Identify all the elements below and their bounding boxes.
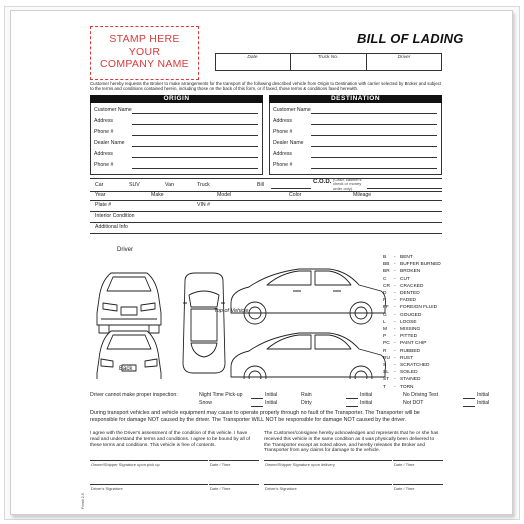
legend-separator: - [394,283,396,289]
legend-separator: - [394,312,396,318]
legend-separator: - [394,334,396,340]
legend-code: RU [383,355,390,361]
legend-separator: - [394,348,396,354]
driver-pickup-signature-label[interactable]: Driver's Signature [91,486,123,491]
owner-delivery-signature-label[interactable]: Owner/Shipper Signature upon delivery [265,462,335,467]
legend-code: CR [383,283,390,289]
legend-separator: - [394,363,396,369]
legend-code: BR [383,269,390,275]
company-stamp-box [90,26,199,80]
legend-item [383,376,463,383]
legend-separator: - [394,255,396,260]
legend-label: SOILED [400,370,418,376]
additional-info-label: Additional Info [95,224,128,230]
legend-item [383,261,463,268]
plate-label: Plate # [95,202,112,208]
destination-field-label: Address [273,151,293,157]
legend-code: G [383,312,387,318]
inspection-condition-label: Not DOT [403,400,424,406]
legend-separator: - [394,384,396,390]
origin-field-input[interactable] [132,157,258,158]
transport-notice: During transport vehicles and vehicle equipment may cause to operate properly through no fault of the Transporter. The Transporter will be responsible for damage NOT caused by the driver. The Transporter WILL NOT be responsible for damage NOT caused by the driver. [90,410,420,423]
legend-item [383,304,463,311]
origin-field-label: Address [94,118,114,124]
initial-field[interactable]: Initial [360,392,373,398]
front-view-car-icon [97,273,161,333]
side-view-car-icon-lower [231,333,386,379]
legend-code: PC [383,341,390,347]
bill-checkbox-label[interactable]: Bill [257,182,264,188]
driver-cell-label: Driver [397,55,411,60]
vin-label: VIN # [197,202,210,208]
legend-label: RUBBED [400,348,420,354]
back-view-label: Back [119,366,133,372]
legend-label: PITTED [400,334,418,340]
destination-field-label: Address [273,118,293,124]
destination-field-label: Phone # [273,162,293,168]
initial-field[interactable]: Initial [265,392,278,398]
legend-item [383,290,463,297]
suv-checkbox-label[interactable]: SUV [129,182,140,188]
origin-field-label: Customer Name [94,107,132,113]
legend-code: C [383,276,387,282]
stamp-line: COMPANY NAME [100,58,189,70]
inspection-condition-label: Night Time Pick-up [199,392,243,398]
inspection-condition-label: Dirty [301,400,312,406]
model-label: Model [217,192,232,198]
legend-item [383,362,463,369]
inspection-condition-label: Rain [301,392,312,398]
legend-label: MISSING [400,327,421,333]
legend-item [383,254,463,261]
owner-agreement: I agree with the Driver's assessment of the condition of this vehicle. I have read and understand the terms and conditions. I agree to be bound by all of these terms and conditions. This vehicle is free of contents. [90,431,251,448]
legend-item [383,276,463,283]
top-view-car-icon [183,273,225,373]
origin-field-input[interactable] [132,146,258,147]
legend-code: ST [383,377,390,383]
legend-code: T [383,384,386,390]
destination-field-label: Dealer Name [273,140,304,146]
side-view-car-icon-upper [231,269,386,324]
date-cell-label: Date [247,55,258,60]
legend-separator: - [394,262,396,268]
inspection-condition-label: No Driving Test [403,392,439,398]
stamp-line: YOUR [128,45,161,58]
destination-field-input[interactable] [311,135,437,136]
legend-label: PAINT CHIP [400,341,427,347]
legend-label: STAINED [400,377,421,383]
destination-field-input[interactable] [311,168,437,169]
initial-field[interactable]: Initial [265,400,278,406]
legend-separator: - [394,319,396,325]
legend-item [383,340,463,347]
bill-of-lading-form [10,10,513,515]
date-time-label[interactable]: Date / Time [210,486,231,491]
legend-separator: - [394,370,396,376]
back-view-car-icon [97,331,161,379]
legend-item [383,355,463,362]
legend-separator: - [394,341,396,347]
legend-label: CRACKED [400,283,424,289]
legend-separator: - [394,269,396,275]
legend-code: P [383,334,387,340]
legend-separator: - [394,327,396,333]
legend-item [383,297,463,304]
date-time-label[interactable]: Date / Time [394,486,415,491]
intro-text: Customer hereby requests the Broker to make arrangements for the transport of the following described vehicle from Origin to Destination with carrier selected by Broker and subject to the terms and conditions contained herein, including those on the back of this form, or if faxed, those terms & conditions faxed herewith. [90,81,442,92]
form-number: Form# 2-5 [81,493,85,509]
legend-separator: - [394,298,396,304]
destination-heading: DESTINATION [269,95,442,103]
origin-field-input[interactable] [132,113,258,114]
origin-heading: ORIGIN [90,95,263,103]
origin-field-input[interactable] [132,124,258,125]
destination-field-label: Phone # [273,129,293,135]
driver-delivery-signature-label[interactable]: Driver's Signature [265,486,297,491]
legend-label: CUT [400,276,410,282]
driver-view-label: Driver [117,247,133,253]
legend-label: BROKEN [400,269,421,275]
legend-item [383,312,463,319]
legend-separator: - [394,291,396,297]
damage-legend [383,254,463,391]
legend-item [383,319,463,326]
car-checkbox-label[interactable]: Car [95,182,104,188]
origin-field-label: Phone # [94,129,114,135]
form-title: BILL OF LADING [357,31,464,46]
initial-field[interactable]: Initial [360,400,373,406]
initial-field[interactable]: Initial [477,392,490,398]
legend-code: FF [383,305,389,311]
consignee-agreement: The Customer/consignee hereby acknowledges and represents that he or she has received this vehicle in the same condition as it was physically been delivered to the Transporter except as noted above, and hereby releases the Broker and Transporter from any claims for damage to the vehicle. [264,431,439,454]
date-time-label[interactable]: Date / Time [394,462,415,467]
destination-field-input[interactable] [311,146,437,147]
make-label: Make [151,192,164,198]
date-time-label[interactable]: Date / Time [210,462,231,467]
inspection-condition-label: Snow [199,400,212,406]
top-of-vehicle-label: Top of Vehicle [214,308,249,314]
legend-label: SCRATCHED [400,363,430,369]
owner-pickup-signature-label[interactable]: Owner/Shipper Signature upon pick up [91,462,160,467]
destination-field-label: Customer Name [273,107,311,113]
legend-code: M [383,327,387,333]
year-label: Year [95,192,106,198]
origin-field-label: Address [94,151,114,157]
legend-label: GOUGED [400,312,422,318]
origin-field-input[interactable] [132,135,258,136]
legend-item [383,369,463,376]
legend-separator: - [394,276,396,282]
legend-code: F [383,298,386,304]
legend-label: FADED [400,298,416,304]
legend-item [383,283,463,290]
origin-field-label: Phone # [94,162,114,168]
interior-condition-label: Interior Condition [95,213,135,219]
cod-label: C.O.D. [313,179,332,185]
legend-separator: - [394,305,396,311]
cannot-inspect-label: Driver cannot make proper inspection: [90,392,178,398]
legend-label: LOOSE [400,319,417,325]
legend-code: R [383,348,387,354]
legend-item [383,326,463,333]
origin-field-input[interactable] [132,168,258,169]
color-label: Color [289,192,302,198]
van-checkbox-label[interactable]: Van [165,182,174,188]
legend-label: FOREIGN FLUID [400,305,438,311]
legend-item [383,348,463,355]
vehicle-damage-diagram[interactable] [89,251,389,379]
legend-label: TORN [400,384,414,390]
stamp-line: STAMP HERE [109,33,180,45]
legend-separator: - [394,377,396,383]
legend-label: BUFFER BURNED [400,262,441,268]
legend-code: SL [383,370,389,376]
initial-field[interactable]: Initial [477,400,490,406]
legend-code: B [383,255,387,260]
legend-item [383,384,463,391]
legend-item [383,268,463,275]
destination-field-input[interactable] [311,113,437,114]
truck-checkbox-label[interactable]: Truck [197,182,210,188]
truck-no-cell-label: Truck No. [317,55,339,60]
legend-separator: - [394,355,396,361]
legend-code: L [383,319,386,325]
cod-note: (Cash, cashier's check or money order only) [333,177,362,191]
legend-label: RUST [400,355,414,361]
destination-field-input[interactable] [311,157,437,158]
legend-item [383,333,463,340]
legend-code: D [383,291,387,297]
destination-field-input[interactable] [311,124,437,125]
legend-label: BENT [400,255,413,260]
origin-field-label: Dealer Name [94,140,125,146]
legend-code: S [383,363,387,369]
mileage-label: Mileage [353,192,372,198]
legend-label: DENTED [400,291,420,297]
legend-code: BB [383,262,390,268]
